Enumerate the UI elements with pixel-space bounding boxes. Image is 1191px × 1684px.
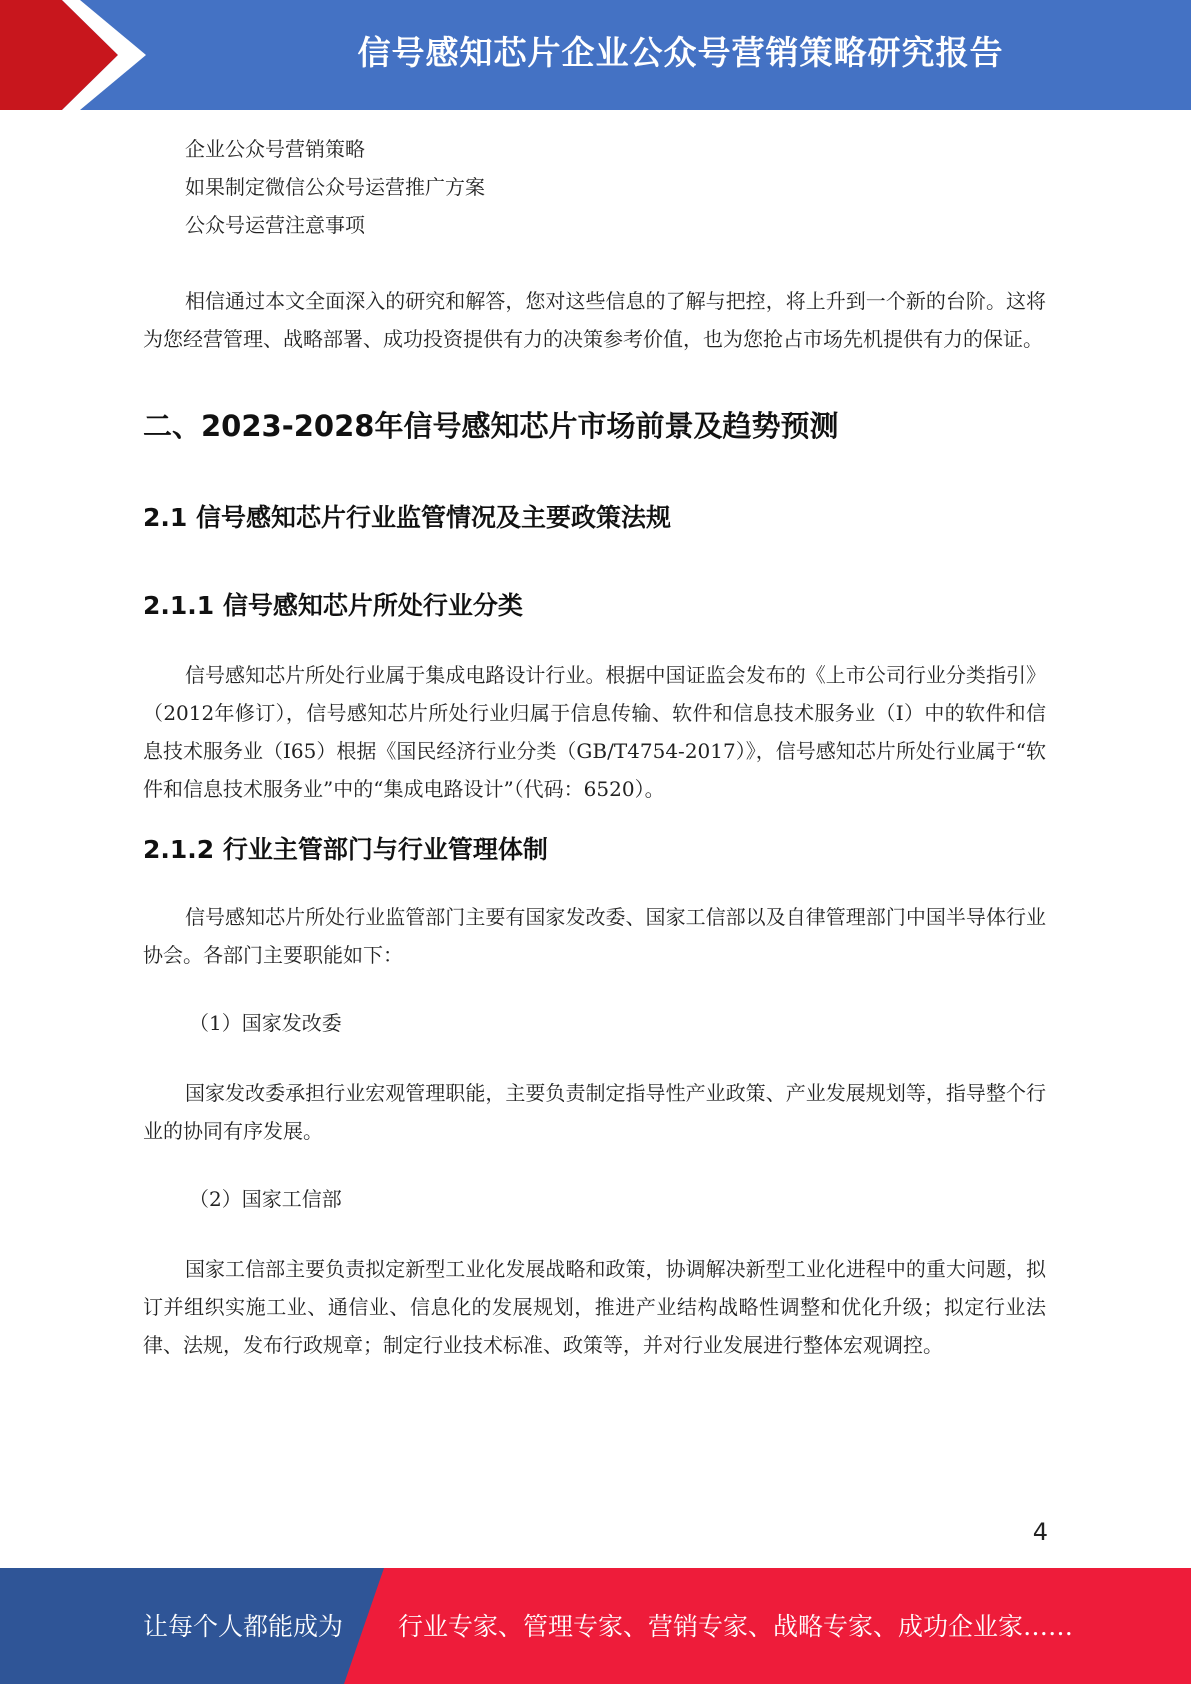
header-arrow-decoration xyxy=(0,0,150,110)
regulator-item-text: 国家发改委承担行业宏观管理职能，主要负责制定指导性产业政策、产业发展规划等，指导整个行业的协同有序发展。 xyxy=(143,1081,1046,1143)
classification-paragraph: 信号感知芯片所处行业属于集成电路设计行业。根据中国证监会发布的《上市公司行业分类指引》（2012年修订），信号感知芯片所处行业归属于信息传输、软件和信息技术服务业（I）中的软件和信息技术服务业（I65）根据《国民经济行业分类（GB/T4754-2017）》，信号感知芯片所处行业属于“软件和信息技术服务业”中的“集成电路设计”（代码：6520）。 xyxy=(143,663,1046,801)
footer-slogan-left: 让每个人都能成为 xyxy=(143,1612,344,1641)
report-title: 信号感知芯片企业公众号营销策略研究报告 xyxy=(357,33,1004,72)
header-banner xyxy=(0,0,1191,110)
page-number: 4 xyxy=(1032,1518,1048,1546)
subsection-heading: 2.1 信号感知芯片行业监管情况及主要政策法规 xyxy=(143,503,671,532)
intro-list-item: 公众号运营注意事项 xyxy=(185,213,365,237)
intro-paragraph: 相信通过本文全面深入的研究和解答，您对这些信息的了解与把控，将上升到一个新的台阶。这将为您经营管理、战略部署、成功投资提供有力的决策参考价值，也为您抢占市场先机提供有力的保证。 xyxy=(143,289,1046,351)
subsubsection-heading: 2.1.2 行业主管部门与行业管理体制 xyxy=(143,835,548,864)
regulator-item-title: （2）国家工信部 xyxy=(189,1187,342,1211)
intro-list-item: 企业公众号营销策略 xyxy=(185,137,365,161)
regulator-item-text: 国家工信部主要负责拟定新型工业化发展战略和政策，协调解决新型工业化进程中的重大问题，拟订并组织实施工业、通信业、信息化的发展规划，推进产业结构战略性调整和优化升级；拟定行业法律、法规，发布行政规章；制定行业技术标准、政策等，并对行业发展进行整体宏观调控。 xyxy=(143,1257,1046,1357)
regulator-item-title: （1）国家发改委 xyxy=(189,1011,342,1035)
regulators-paragraph: 信号感知芯片所处行业监管部门主要有国家发改委、国家工信部以及自律管理部门中国半导体行业协会。各部门主要职能如下： xyxy=(143,905,1046,967)
document-body xyxy=(143,130,1046,1364)
footer-banner xyxy=(0,1568,1191,1684)
footer-slogan-right: 行业专家、管理专家、营销专家、战略专家、成功企业家…… xyxy=(398,1612,1074,1641)
subsubsection-heading: 2.1.1 信号感知芯片所处行业分类 xyxy=(143,591,523,620)
intro-list-item: 如果制定微信公众号运营推广方案 xyxy=(185,175,485,199)
section-heading: 二、2023-2028年信号感知芯片市场前景及趋势预测 xyxy=(143,409,839,443)
